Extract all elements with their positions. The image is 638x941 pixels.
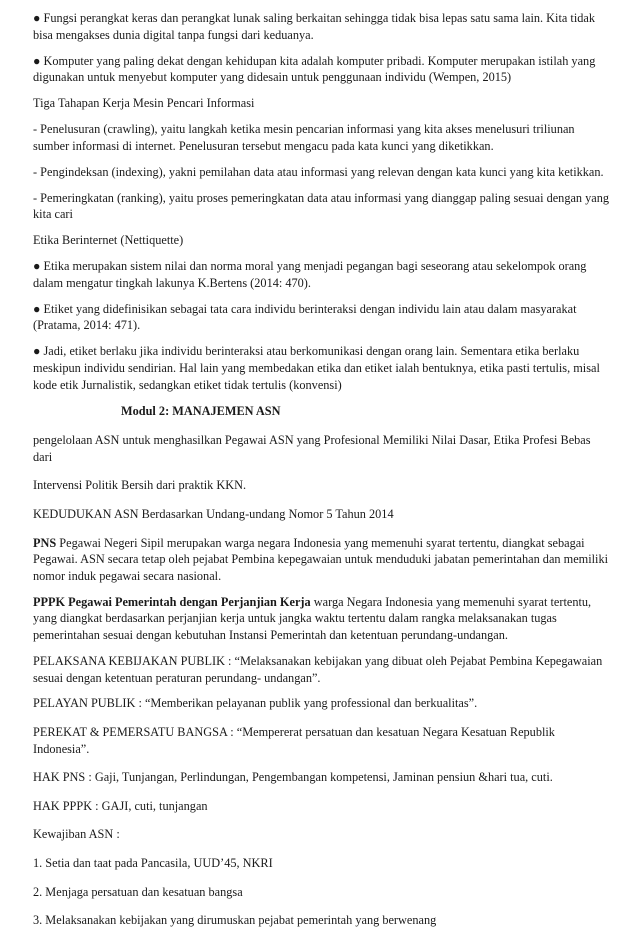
- paragraph-pelaksana-kebijakan: PELAKSANA KEBIJAKAN PUBLIK : “Melaksanakan kebijakan yang dibuat oleh Pejabat Pembina Kepegawaian sesuai dengan ketentuan peraturan perundang- undangan”.: [33, 653, 603, 685]
- list-item-kewajiban-2: 2. Menjaga persatuan dan kesatuan bangsa: [33, 884, 243, 899]
- definition-pppk: warga Negara Indonesia yang memenuhi syarat tertentu, yang diangkat berdasarkan perjanjian kerja untuk jangka waktu tertentu dalam rangka melaksanakan tugas pemerintahan sesuai dengan kebutuhan Instansi Pemerintah dan ketentuan perundang-undangan.: [33, 594, 592, 642]
- paragraph-kewajiban-asn: Kewajiban ASN :: [33, 827, 120, 842]
- section-title-etika-berinternet: Etika Berinternet (Nettiquette): [33, 233, 184, 248]
- paragraph-fungsi-perangkat: ● Fungsi perangkat keras dan perangkat lunak saling berkaitan sehingga tidak bisa lepas satu sama lain. Kita tidak bisa mengakses dunia digital tanpa fungsi dari keduanya.: [33, 11, 595, 42]
- paragraph-intervensi-politik: Intervensi Politik Bersih dari praktik KKN.: [33, 478, 247, 493]
- paragraph-etiket: ● Etiket yang didefinisikan sebagai tata cara individu berinteraksi dengan individu lain atau dalam masyarakat (Pratama, 2014: 471).: [33, 301, 577, 333]
- module-heading: Modul 2: MANAJEMEN ASN: [121, 403, 281, 418]
- paragraph-etika: ● Etika merupakan sistem nilai dan norma moral yang menjadi pegangan bagi seseorang atau sekelompok orang dalam mengatur tingkah lakunya K.Bertens (2014: 470).: [33, 259, 587, 290]
- definition-pns: Pegawai Negeri Sipil merupakan warga negara Indonesia yang memenuhi syarat tertentu, diangkat sebagai Pegawai. ASN secara tetap oleh pejabat Pembina kepegawaian untuk menduduki jabatan pemerintahan dan memiliki nomor induk pegawai secara nasional.: [33, 535, 609, 583]
- paragraph-pppk: [33, 594, 611, 644]
- paragraph-pelayan-publik: PELAYAN PUBLIK : “Memberikan pelayanan publik yang professional dan berkualitas”.: [33, 696, 478, 711]
- paragraph-pengindeksan: - Pengindeksan (indexing), yakni pemilahan data atau informasi yang relevan dengan kata kunci yang kita ketikkan.: [33, 164, 604, 179]
- document-page: [33, 10, 611, 941]
- section-title-mesin-pencari: Tiga Tahapan Kerja Mesin Pencari Informasi: [33, 96, 255, 111]
- term-pns: PNS: [33, 535, 57, 550]
- list-item-kewajiban-3: 3. Melaksanakan kebijakan yang dirumuskan pejabat pemerintah yang berwenang: [33, 913, 437, 928]
- paragraph-penelusuran: - Penelusuran (crawling), yaitu langkah ketika mesin pencarian informasi yang kita akses menelusuri triliunan sumber informasi di internet. Penelusuran tersebut mengacu pada kata kunci yang diketikkan.: [33, 122, 575, 153]
- list-item-kewajiban-1: 1. Setia dan taat pada Pancasila, UUD’45, NKRI: [33, 856, 273, 871]
- paragraph-pemeringkatan: - Pemeringkatan (ranking), yaitu proses pemeringkatan data atau informasi yang dianggap paling sesuai dengan yang kita cari: [33, 190, 610, 222]
- paragraph-hak-pppk: HAK PPPK : GAJI, cuti, tunjangan: [33, 798, 208, 813]
- paragraph-pns: [33, 535, 611, 585]
- paragraph-kedudukan-asn: KEDUDUKAN ASN Berdasarkan Undang-undang Nomor 5 Tahun 2014: [33, 506, 394, 521]
- paragraph-etika-etiket: ● Jadi, etiket berlaku jika individu berinteraksi atau berkomunikasi dengan orang lain. Sementara etika berlaku meskipun individu sendirian. Hal lain yang membedakan etika dan etiket ialah bentuknya, etika pasti tertulis, misal kode etik Jurnalistik, sedangkan etiket tidak tertulis (konvensi): [33, 344, 600, 392]
- paragraph-hak-pns: HAK PNS : Gaji, Tunjangan, Perlindungan, Pengembangan kompetensi, Jaminan pensiun &hari tua, cuti.: [33, 770, 553, 785]
- paragraph-komputer-pribadi: ● Komputer yang paling dekat dengan kehidupan kita adalah komputer pribadi. Komputer merupakan istilah yang digunakan untuk menyebut komputer yang didesain untuk penggunaan individu (Wempen, 2015): [33, 53, 596, 85]
- paragraph-pengelolaan-asn: pengelolaan ASN untuk menghasilkan Pegawai ASN yang Profesional Memiliki Nilai Dasar, Etika Profesi Bebas dari: [33, 433, 591, 464]
- term-pppk: PPPK Pegawai Pemerintah dengan Perjanjian Kerja: [33, 594, 311, 609]
- paragraph-perekat-bangsa: PEREKAT & PEMERSATU BANGSA : “Mempererat persatuan dan kesatuan Negara Kesatuan Republik Indonesia”.: [33, 725, 555, 756]
